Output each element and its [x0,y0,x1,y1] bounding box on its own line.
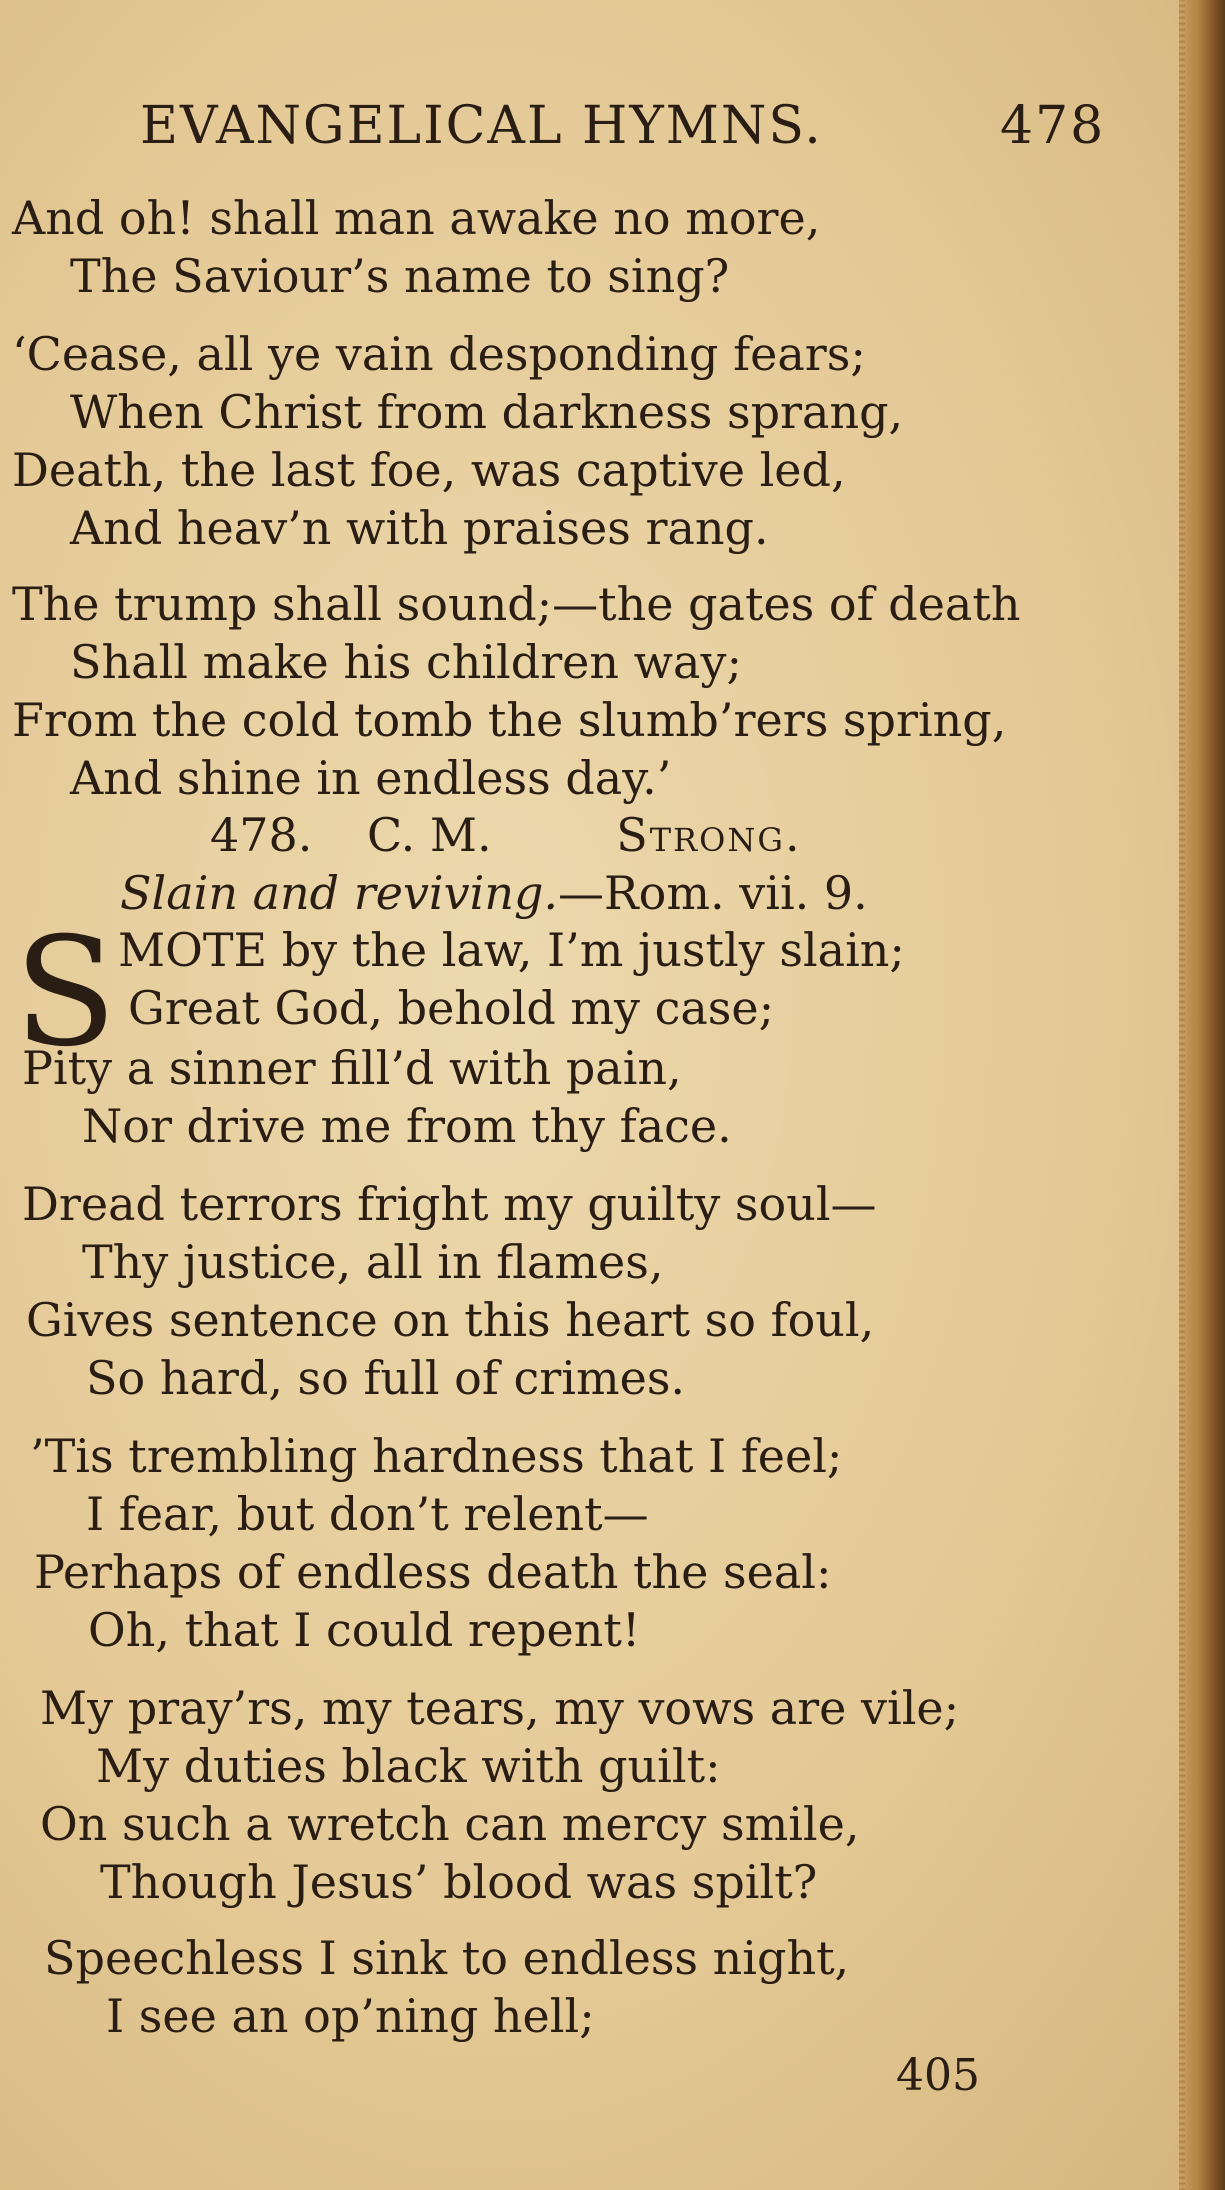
verse-line: Nor drive me from thy face. [82,1099,732,1153]
verse-line: Though Jesus’ blood was spilt? [100,1855,818,1909]
verse-line: Shall make his children way; [70,635,742,689]
verse-line: I see an op’ning hell; [106,1989,595,2043]
drop-cap: S [14,906,117,1080]
verse-line: Gives sentence on this heart so foul, [26,1293,875,1347]
verse-line: And oh! shall man awake no more, [12,191,821,245]
verse-line: I fear, but don’t relent— [86,1487,649,1541]
verse-line: Perhaps of endless death the seal: [34,1545,832,1599]
verse-line: MOTE by the law, I’m justly slain; [118,923,905,977]
verse-line: The Saviour’s name to sing? [70,249,730,303]
hymn-heading [210,808,802,862]
scripture-reference: —Rom. vii. 9. [558,866,868,920]
hymn-tune: Strong. [616,808,802,862]
running-title: EVANGELICAL HYMNS. [140,96,823,156]
verse-line: When Christ from darkness sprang, [70,385,904,439]
page-header [140,96,1140,166]
verse-line: Great God, behold my case; [128,981,775,1035]
verse-line: So hard, so full of crimes. [86,1351,686,1405]
verse-line: Death, the last foe, was captive led, [12,443,846,497]
verse-line: From the cold tomb the slumb’rers spring, [12,693,1007,747]
verse-line: And heav’n with praises rang. [70,501,769,555]
verse-line: Speechless I sink to endless night, [44,1931,850,1985]
hymn-meter: C. M. [367,808,492,862]
verse-line: And shine in endless day.’ [70,751,672,805]
signature-number: 405 [896,2050,980,2101]
verse-line: My pray’rs, my tears, my vows are vile; [40,1681,960,1735]
verse-line: The trump shall sound;—the gates of death [12,577,1021,631]
page-edge [1179,0,1225,2190]
hymn-number: 478. [210,808,313,862]
verse-line: On such a wretch can mercy smile, [40,1797,860,1851]
verse-line: My duties black with guilt: [96,1739,721,1793]
verse-line: Oh, that I could repent! [88,1603,641,1657]
verse-line: ‘Cease, all ye vain desponding fears; [12,327,866,381]
verse-line: ’Tis trembling hardness that I feel; [30,1429,843,1483]
verse-line: Pity a sinner fill’d with pain, [22,1041,682,1095]
hymn-theme: Slain and reviving. [120,866,559,920]
verse-line: Dread terrors fright my guilty soul— [22,1177,877,1231]
hymn-subtitle [120,866,868,920]
page-number: 478 [1000,96,1106,156]
verse-line: Thy justice, all in flames, [82,1235,664,1289]
